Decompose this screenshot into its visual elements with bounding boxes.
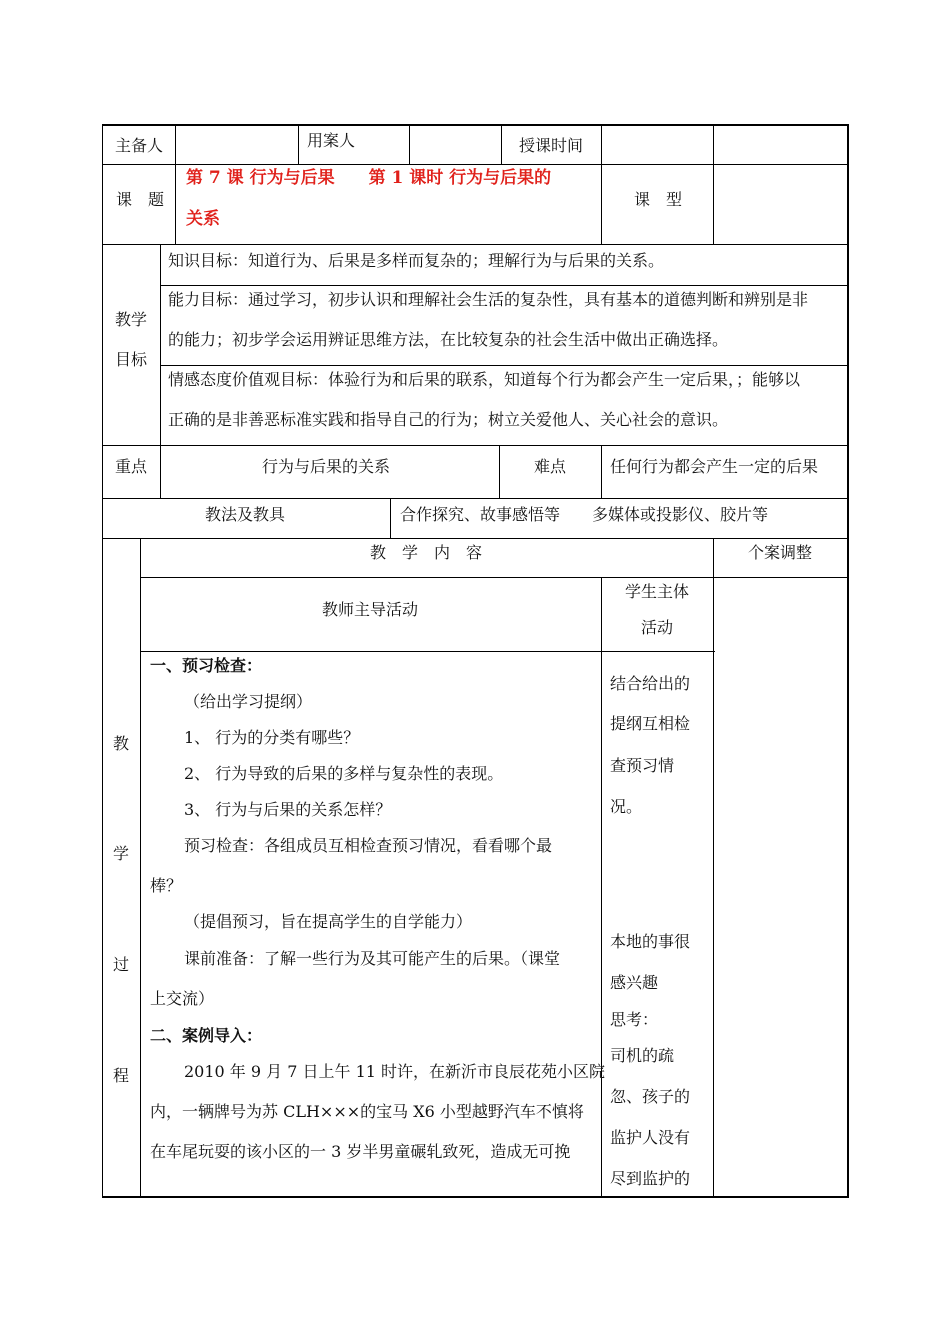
teacher-header: 教师主导活动: [322, 600, 419, 619]
student-line: 况。: [610, 797, 643, 816]
rule: [175, 124, 176, 245]
rule: [601, 577, 602, 1197]
student-header-line2: 活动: [641, 618, 674, 637]
process-label-char: 过: [113, 955, 130, 974]
rule: [102, 244, 849, 245]
lesson-title-line2: 关系: [186, 209, 220, 229]
table-border-left: [102, 124, 103, 1198]
knowledge-goal: 知识目标：知道行为、后果是多样而复杂的；理解行为与后果的关系。: [168, 251, 665, 270]
topic-label: 课 题: [116, 190, 165, 209]
student-line: 尽到监护的: [610, 1169, 691, 1188]
rule: [102, 164, 849, 165]
rule: [601, 124, 602, 245]
teacher-line: 课前准备：了解一些行为及其可能产生的后果。（课堂: [184, 949, 561, 968]
teacher-line: 2、 行为导致的后果的多样与复杂性的表现。: [184, 764, 504, 783]
student-line: 司机的疏: [610, 1046, 675, 1065]
difficulty-label: 难点: [534, 457, 567, 476]
process-label-char: 程: [113, 1066, 130, 1085]
user-label: 用案人: [307, 131, 356, 150]
rule: [102, 445, 849, 446]
section-heading: 一、预习检查：: [150, 656, 263, 675]
teacher-line: 在车尾玩耍的该小区的一 3 岁半男童碾轧致死，造成无可挽: [150, 1142, 571, 1161]
ability-goal-line2: 的能力；初步学会运用辨证思维方法，在比较复杂的社会生活中做出正确选择。: [168, 330, 729, 349]
rule: [713, 124, 714, 245]
student-line: 查预习情: [610, 756, 675, 775]
emotion-goal-line2: 正确的是非善恶标准实践和指导自己的行为；树立关爱他人、关心社会的意识。: [168, 410, 729, 429]
rule: [140, 651, 715, 652]
student-line: 本地的事很: [610, 932, 691, 951]
emotion-goal-line1: 情感态度价值观目标：体验行为和后果的联系，知道每个行为都会产生一定后果，；能够以: [168, 370, 801, 389]
lesson-title-line1: 第 7 课 行为与后果 第 1 课时 行为与后果的: [186, 168, 552, 188]
rule: [160, 244, 161, 499]
difficulty-value: 任何行为都会产生一定的后果: [610, 457, 819, 476]
methods-label: 教法及教具: [205, 505, 286, 524]
goals-label-line2: 目标: [115, 350, 148, 369]
rule: [390, 498, 391, 539]
key-value: 行为与后果的关系: [262, 457, 391, 476]
rule: [601, 445, 602, 499]
student-line: 结合给出的: [610, 674, 691, 693]
table-border-bottom: [102, 1196, 849, 1198]
teacher-line: （提倡预习，旨在提高学生的自学能力）: [184, 912, 473, 931]
rule: [160, 365, 849, 366]
rule: [409, 124, 410, 165]
teacher-line: （给出学习提纲）: [184, 692, 313, 711]
teacher-line: 预习检查：各组成员互相检查预习情况，看看哪个最: [184, 836, 553, 855]
goals-label-line1: 教学: [115, 310, 148, 329]
key-label: 重点: [115, 457, 148, 476]
process-label-char: 学: [113, 844, 130, 863]
student-line: 监护人没有: [610, 1128, 691, 1147]
adjust-header: 个案调整: [748, 543, 813, 562]
ability-goal-line1: 能力目标：通过学习，初步认识和理解社会生活的复杂性，具有基本的道德判断和辨别是非: [168, 290, 809, 309]
preparer-label: 主备人: [115, 136, 164, 155]
rule: [713, 538, 714, 1197]
rule: [501, 124, 502, 165]
type-label: 课 型: [634, 190, 683, 209]
section-heading: 二、案例导入：: [150, 1026, 263, 1045]
teacher-line: 棒？: [150, 876, 183, 895]
rule: [140, 538, 141, 1197]
student-line: 感兴趣: [610, 973, 659, 992]
teacher-line: 3、 行为与后果的关系怎样？: [184, 800, 392, 819]
rule: [140, 577, 849, 578]
teacher-line: 内，一辆牌号为苏 CLH×××的宝马 X6 小型越野汽车不慎将: [150, 1102, 584, 1121]
methods-value: 合作探究、故事感悟等 多媒体或投影仪、胶片等: [400, 505, 769, 524]
table-border-top: [102, 124, 849, 126]
student-line: 思考：: [610, 1010, 659, 1029]
student-header-line1: 学生主体: [625, 582, 690, 601]
rule: [298, 124, 299, 165]
teacher-line: 2010 年 9 月 7 日上午 11 时许，在新沂市良辰花苑小区院: [184, 1062, 606, 1081]
process-label-char: 教: [113, 734, 130, 753]
rule: [160, 285, 849, 286]
student-line: 提纲互相检: [610, 714, 691, 733]
time-label: 授课时间: [519, 136, 584, 155]
student-line: 忽、孩子的: [610, 1087, 691, 1106]
teacher-line: 1、 行为的分类有哪些？: [184, 728, 360, 747]
teacher-line: 上交流）: [150, 989, 215, 1008]
rule: [102, 538, 849, 539]
rule: [102, 498, 849, 499]
content-header: 教 学 内 容: [370, 543, 483, 562]
rule: [499, 445, 500, 499]
